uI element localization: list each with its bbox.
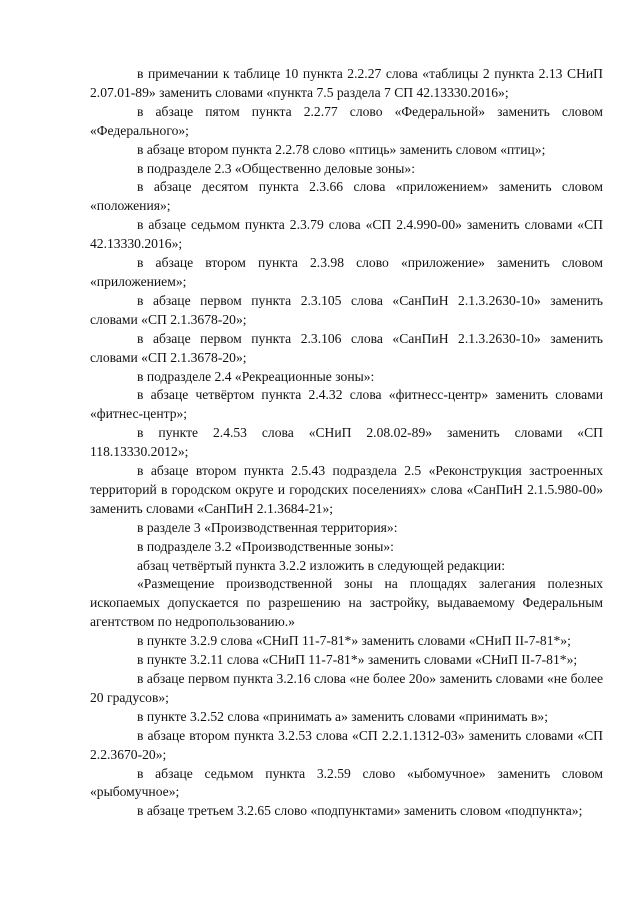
paragraph: в абзаце втором пункта 2.5.43 подраздела 2.5 «Реконструкция застроенных территорий в городском округе и городских поселениях» слова «СанПиН 2.1.5.980-00» заменить словами «СанПиН 2.1.3684-21»; (90, 463, 603, 516)
paragraph: абзац четвёртый пункта 3.2.2 изложить в следующей редакции: (137, 557, 505, 573)
paragraph: в пункте 3.2.11 слова «СНиП 11-7-81*» заменить словами «СНиП II-7-81*»; (137, 652, 578, 668)
paragraph: в абзаце первом пункта 2.3.105 слова «СанПиН 2.1.3.2630-10» заменить словами «СП 2.1.3678-20»; (90, 292, 603, 327)
paragraph: в пункте 2.4.53 слова «СНиП 2.08.02-89» заменить словами «СП 118.13330.2012»; (90, 425, 603, 460)
paragraph: в пункте 3.2.52 слова «принимать а» заменить словами «принимать в»; (137, 708, 548, 724)
quoted-paragraph: «Размещение производственной зоны на площадях залегания полезных ископаемых допускается по разрешению на застройку, выдаваемому Федеральным агентством по недропользованию.» (90, 576, 603, 630)
paragraph: в пункте 3.2.9 слова «СНиП 11-7-81*» заменить словами «СНиП II-7-81*»; (137, 633, 571, 649)
paragraph: в абзаце первом пункта 3.2.16 слова «не более 20о» заменить словами «не более 20 градусов»; (90, 671, 603, 705)
paragraph: в подразделе 2.3 «Общественно деловые зоны»: (137, 160, 415, 176)
document-page (90, 65, 603, 821)
paragraph: в абзаце седьмом пункта 2.3.79 слова «СП 2.4.990-00» заменить словами «СП 42.13330.2016»; (90, 217, 603, 252)
paragraph: в абзаце втором пункта 3.2.53 слова «СП 2.2.1.1312-03» заменить словами «СП 2.2.3670-20»; (90, 727, 603, 762)
paragraph: в абзаце первом пункта 2.3.106 слова «СанПиН 2.1.3.2630-10» заменить словами «СП 2.1.3678-20»; (90, 330, 603, 365)
paragraph: в абзаце четвёртом пункта 2.4.32 слова «фитнесс-центр» заменить словами «фитнес-центр»; (90, 387, 603, 422)
paragraph: в подразделе 3.2 «Производственные зоны»: (137, 538, 394, 554)
paragraph: в абзаце втором пункта 2.3.98 слово «приложение» заменить словом «приложением»; (90, 255, 603, 289)
paragraph: в абзаце десятом пункта 2.3.66 слова «приложением» заменить словом «положения»; (90, 179, 603, 214)
paragraph: в абзаце седьмом пункта 3.2.59 слово «ыбомучное» заменить словом «рыбомучное»; (90, 765, 603, 800)
paragraph: в абзаце пятом пункта 2.2.77 слово «Федеральной» заменить словом «Федерального»; (90, 103, 603, 138)
paragraph: в примечании к таблице 10 пункта 2.2.27 слова «таблицы 2 пункта 2.13 СНиП 2.07.01-89» заменить словами «пункта 7.5 раздела 7 СП 42.13330.2016»; (90, 66, 603, 100)
paragraph: в абзаце третьем 3.2.65 слово «подпунктами» заменить словом «подпункта»; (137, 803, 583, 819)
paragraph: в подразделе 2.4 «Рекреационные зоны»: (137, 368, 375, 384)
paragraph: в разделе 3 «Производственная территория»: (137, 519, 398, 535)
paragraph: в абзаце втором пункта 2.2.78 слово «птиць» заменить словом «птиц»; (137, 141, 546, 157)
